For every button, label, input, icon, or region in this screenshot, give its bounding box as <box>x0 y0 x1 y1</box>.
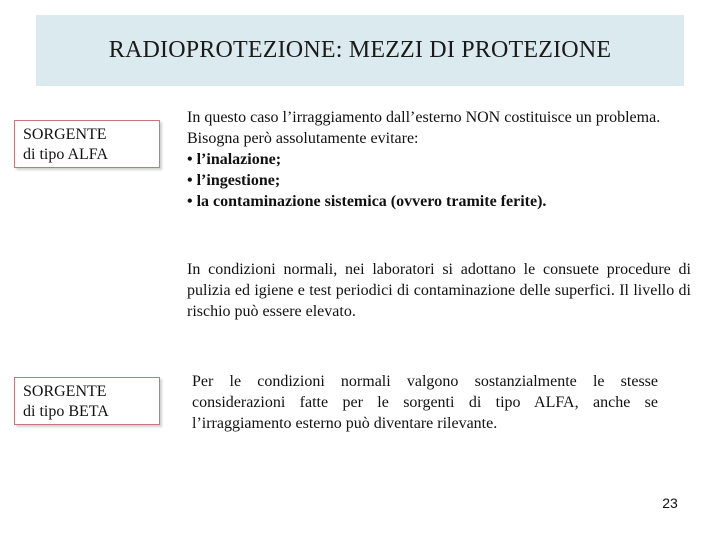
alfa-avoid: Bisogna però assolutamente evitare: <box>187 130 419 147</box>
beta-source-label <box>14 377 160 425</box>
beta-text: Per le condizioni normali valgono sostanzialmente le stesse considerazioni fatte per le sorgenti di tipo ALFA, anche se l’irraggiamento esterno può diventare rilevante. <box>192 373 658 432</box>
alfa-note-text: In condizioni normali, nei laboratori si adottano le consuete procedure di pulizia ed igiene e test periodici di contaminazione delle superfici. Il livello di rischio può essere elevato. <box>187 261 691 320</box>
alfa-intro: In questo caso l’irraggiamento dall’esterno NON costituisce un problema. <box>187 109 661 126</box>
alfa-bullet-inhalation: • l’inalazione; <box>187 151 282 168</box>
alfa-description <box>187 107 683 212</box>
alfa-source-label <box>14 120 160 168</box>
beta-label-line1: SORGENTE <box>23 383 107 400</box>
slide-title: RADIOPROTEZIONE: MEZZI DI PROTEZIONE <box>108 37 612 63</box>
page-number: 23 <box>662 495 678 511</box>
beta-description <box>192 371 658 434</box>
alfa-bullet-contamination: • la contaminazione sistemica (ovvero tramite ferite). <box>187 193 547 210</box>
alfa-label-line2: di tipo ALFA <box>23 146 109 163</box>
alfa-lab-note <box>187 259 691 322</box>
alfa-label-line1: SORGENTE <box>23 126 107 143</box>
beta-label-line2: di tipo BETA <box>23 403 109 420</box>
alfa-bullet-ingestion: • l’ingestione; <box>187 172 281 189</box>
title-banner <box>36 15 684 86</box>
